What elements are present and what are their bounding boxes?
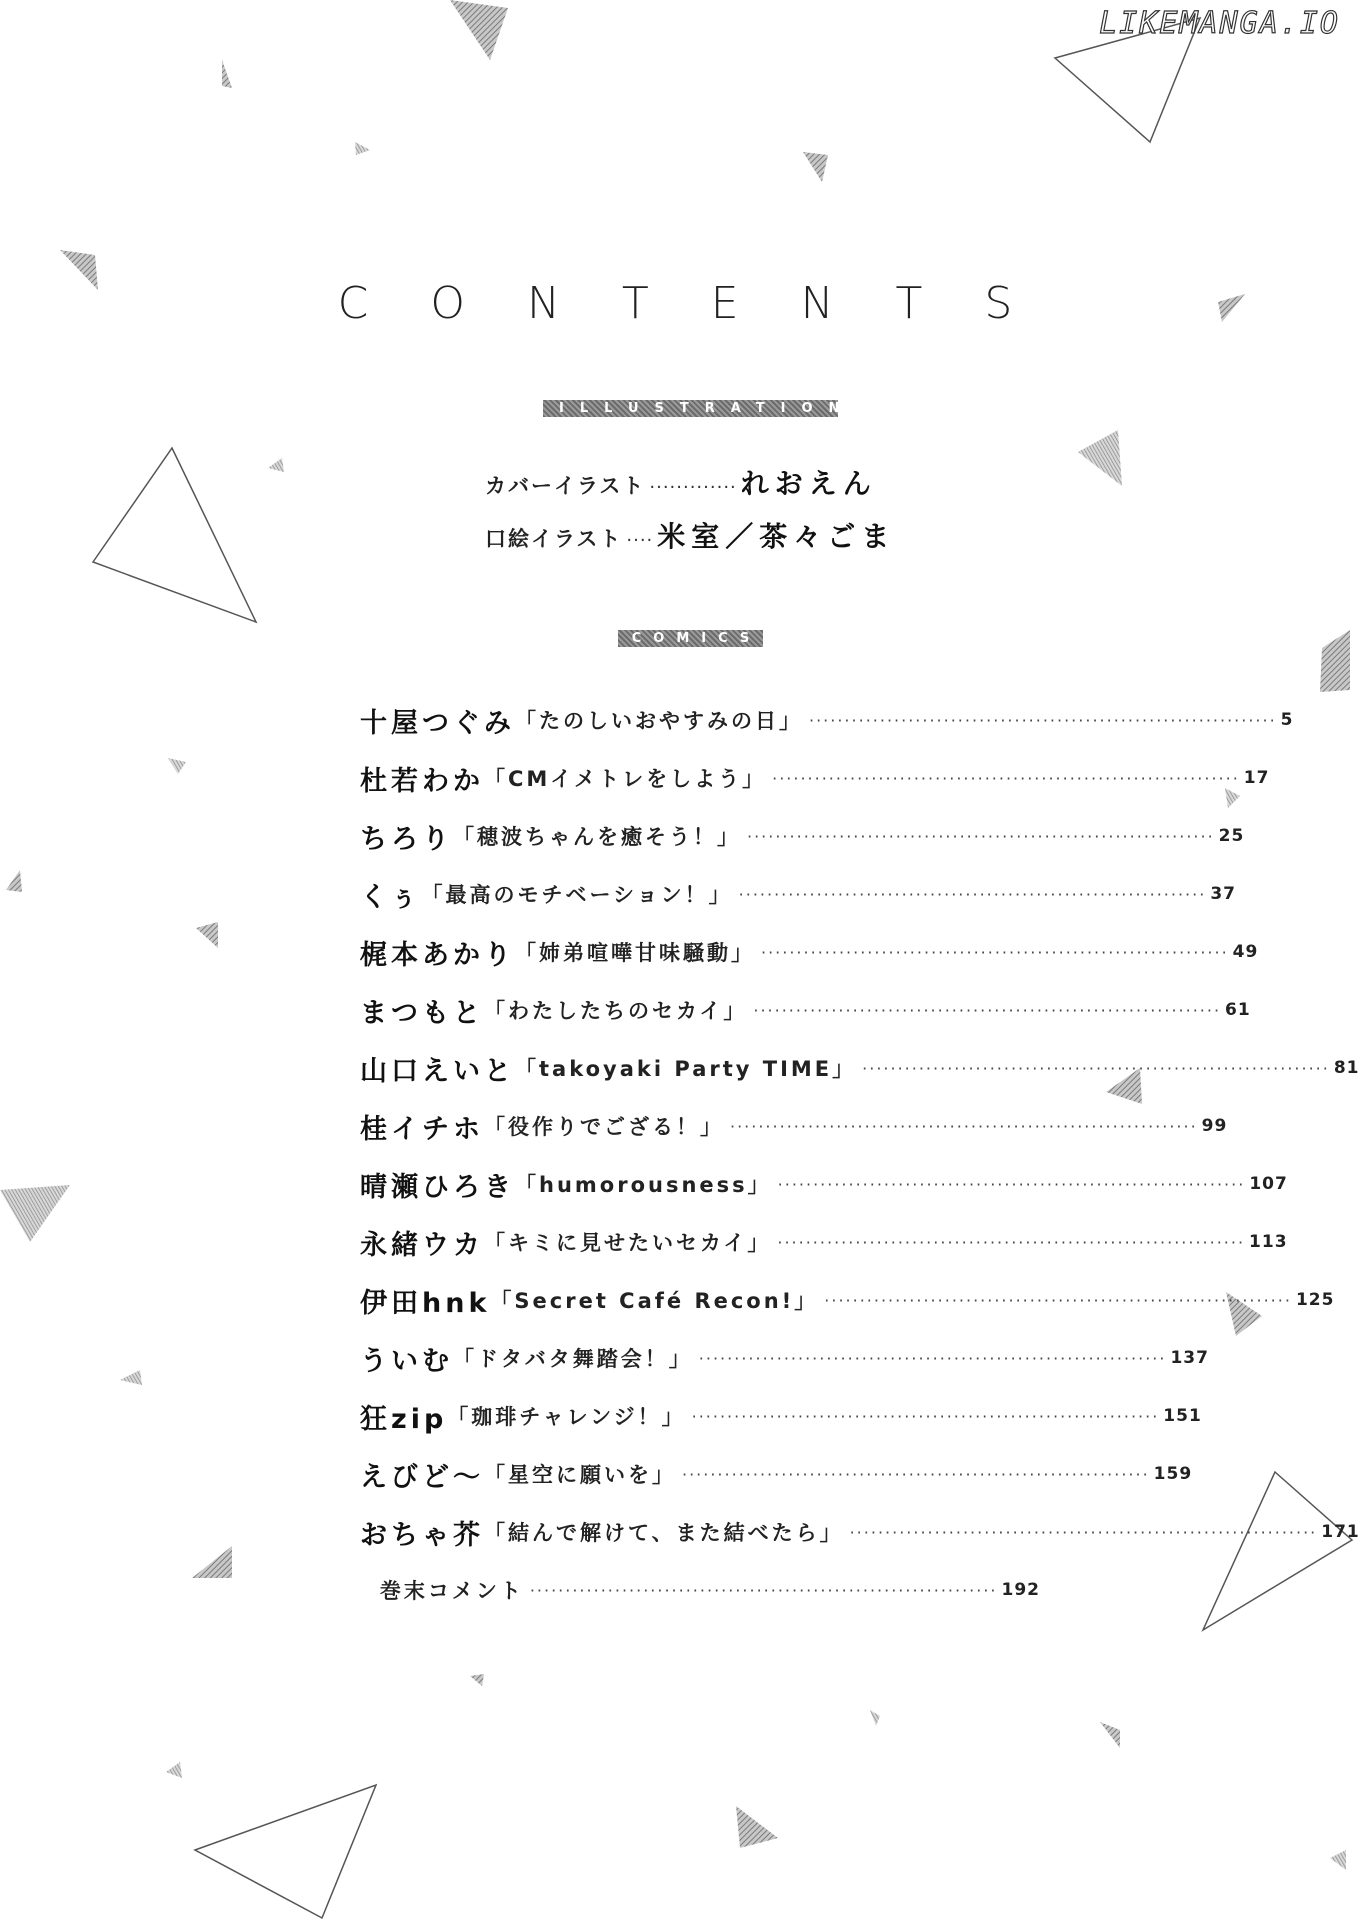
toc-title: 「わたしたちのセカイ」 xyxy=(484,999,748,1023)
toc-author: 晴瀬ひろき xyxy=(360,1171,515,1203)
dot-leader xyxy=(772,1175,1246,1194)
toc-author: 十屋つぐみ xyxy=(360,707,515,739)
dot-leader xyxy=(856,1059,1330,1078)
toc-title: 「珈琲チャレンジ！」 xyxy=(447,1405,686,1429)
toc-page-number: 61 xyxy=(1225,1000,1251,1020)
comics-table-of-contents xyxy=(360,691,1360,1619)
toc-page-number: 107 xyxy=(1249,1174,1288,1194)
toc-entry[interactable] xyxy=(360,1503,1360,1561)
dot-leader xyxy=(803,711,1277,730)
toc-page-number: 113 xyxy=(1249,1232,1288,1252)
toc-entry[interactable] xyxy=(360,1155,1288,1213)
toc-title: 「最高のモチベーション！」 xyxy=(421,883,733,907)
toc-author: 梶本あかり xyxy=(360,939,515,971)
dot-leader xyxy=(693,1349,1167,1368)
toc-author: 桂イチホ xyxy=(360,1113,484,1145)
toc-page-number: 17 xyxy=(1243,768,1270,788)
toc-page-number: 137 xyxy=(1170,1348,1209,1368)
toc-entry[interactable] xyxy=(360,865,1236,923)
toc-entry[interactable] xyxy=(360,981,1251,1039)
toc-author: ちろり xyxy=(360,823,453,855)
toc-page-number: 125 xyxy=(1295,1290,1335,1310)
toc-author: ういむ xyxy=(360,1345,453,1377)
illustrator-name: 米室／茶々ごま xyxy=(657,520,896,553)
toc-entry[interactable] xyxy=(360,1329,1209,1387)
comics-heading: COMICS xyxy=(618,630,763,647)
toc-title: 「結んで解けて、また結べたら」 xyxy=(484,1521,844,1545)
dot-leader: ···· xyxy=(626,530,654,551)
toc-author: 山口えいと xyxy=(360,1055,515,1087)
dot-leader: ············· xyxy=(649,477,737,498)
toc-title: 「穂波ちゃんを癒そう！」 xyxy=(453,825,741,849)
toc-title: 「姉弟喧嘩甘味騒動」 xyxy=(515,941,755,965)
illustration-row xyxy=(485,462,905,502)
illustrator-name: れおえん xyxy=(740,467,877,500)
toc-page-number: 151 xyxy=(1163,1406,1202,1426)
dot-leader xyxy=(747,1001,1221,1020)
toc-entry[interactable] xyxy=(360,1387,1202,1445)
toc-entry[interactable] xyxy=(360,1271,1335,1329)
toc-title: 「キミに見せたいセカイ」 xyxy=(484,1231,772,1255)
toc-entry[interactable] xyxy=(360,1445,1193,1503)
toc-page-number: 5 xyxy=(1280,710,1294,730)
toc-page-number: 81 xyxy=(1333,1058,1360,1078)
toc-title: 「Secret Café Recon!」 xyxy=(490,1289,819,1313)
toc-title: 「たのしいおやすみの日」 xyxy=(515,709,803,733)
page-title: CONTENTS xyxy=(337,278,1075,329)
toc-page-number: 49 xyxy=(1232,942,1259,962)
toc-entry[interactable] xyxy=(360,749,1270,807)
toc-page-number: 37 xyxy=(1210,884,1236,904)
toc-page-number: 25 xyxy=(1218,826,1245,846)
toc-entry[interactable] xyxy=(360,691,1294,749)
toc-author: まつもと xyxy=(360,997,484,1029)
toc-entry[interactable] xyxy=(360,1213,1288,1271)
toc-author: 伊田hnk xyxy=(360,1287,491,1319)
dot-leader xyxy=(524,1581,998,1600)
toc-author: おちゃ芥 xyxy=(360,1519,484,1551)
dot-leader xyxy=(686,1407,1160,1426)
dot-leader xyxy=(741,827,1215,846)
toc-page-number: 159 xyxy=(1153,1464,1193,1484)
toc-title: 「CMイメトレをしよう」 xyxy=(484,767,767,791)
toc-title: 巻末コメント xyxy=(379,1579,524,1603)
dot-leader xyxy=(733,885,1207,904)
dot-leader xyxy=(676,1465,1150,1484)
toc-entry[interactable] xyxy=(360,1097,1228,1155)
toc-entry[interactable] xyxy=(360,923,1259,981)
toc-page-number: 99 xyxy=(1201,1116,1228,1136)
toc-author: えびど～ xyxy=(360,1461,484,1493)
toc-page-number: 192 xyxy=(1001,1580,1040,1600)
dot-leader xyxy=(844,1523,1318,1542)
toc-entry-afterword[interactable] xyxy=(360,1561,1040,1619)
toc-author: 永緒ウカ xyxy=(360,1229,484,1261)
toc-entry[interactable] xyxy=(360,1039,1360,1097)
dot-leader xyxy=(818,1291,1292,1310)
dot-leader xyxy=(766,769,1240,788)
toc-title: 「役作りでござる！」 xyxy=(484,1115,724,1139)
toc-author: 狂zip xyxy=(360,1403,448,1435)
watermark-text: LIKEMANGA.IO xyxy=(1099,6,1340,41)
dot-leader xyxy=(724,1117,1198,1136)
toc-author: くぅ xyxy=(360,881,422,913)
toc-title: 「星空に願いを」 xyxy=(484,1463,676,1487)
dot-leader xyxy=(771,1233,1245,1252)
toc-title: 「ドタバタ舞踏会！」 xyxy=(453,1347,693,1371)
toc-title: 「takoyaki Party TIME」 xyxy=(515,1057,857,1081)
illustration-role: 口絵イラスト xyxy=(485,527,623,551)
dot-leader xyxy=(755,943,1229,962)
toc-title: 「humorousness」 xyxy=(515,1173,772,1197)
toc-page-number: 171 xyxy=(1321,1522,1360,1542)
toc-author: 杜若わか xyxy=(360,765,484,797)
illustration-role: カバーイラスト xyxy=(485,474,646,498)
toc-entry[interactable] xyxy=(360,807,1245,865)
illustration-heading: ILLUSTRATION xyxy=(543,400,838,417)
illustration-row xyxy=(485,515,905,555)
